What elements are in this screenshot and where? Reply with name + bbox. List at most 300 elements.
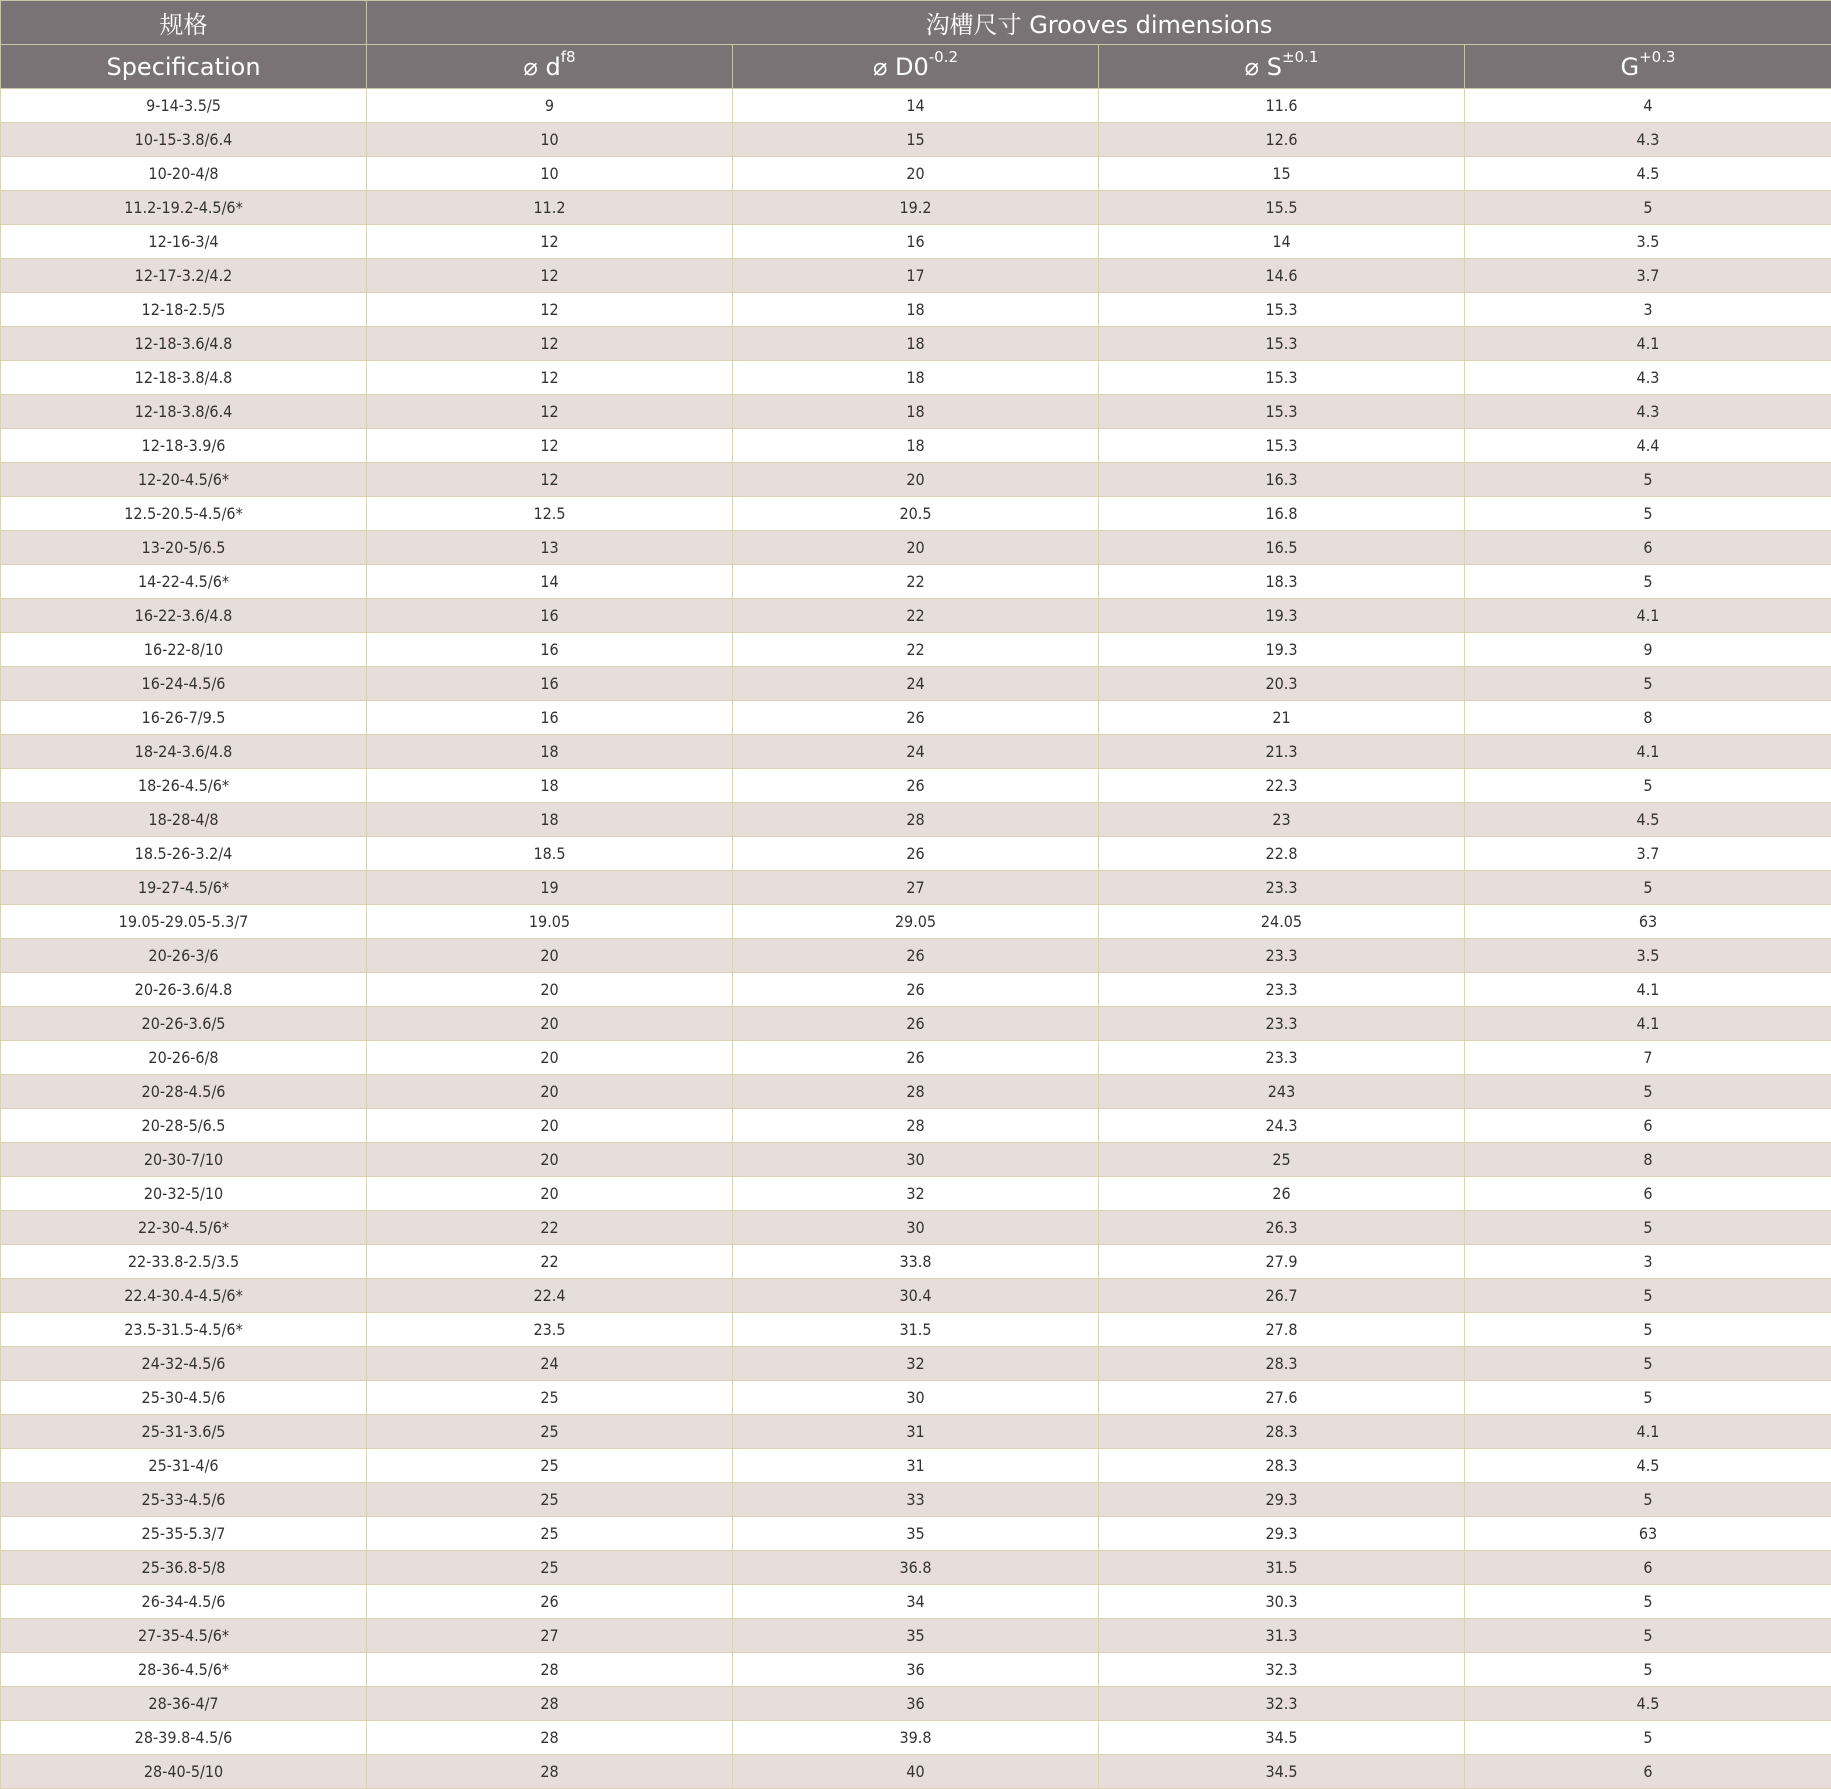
table-row <box>1 497 1831 531</box>
cell-specification: 24-32-4.5/6 <box>1 1347 367 1381</box>
cell-d0: 22 <box>733 633 1099 667</box>
table-row <box>1 1075 1831 1109</box>
cell-d: 20 <box>367 1007 733 1041</box>
cell-d0: 32 <box>733 1347 1099 1381</box>
cell-g: 4.5 <box>1465 1449 1831 1483</box>
cell-d0: 26 <box>733 939 1099 973</box>
cell-g: 5 <box>1465 1347 1831 1381</box>
cell-specification: 19-27-4.5/6* <box>1 871 367 905</box>
table-row <box>1 1109 1831 1143</box>
cell-g: 3 <box>1465 1245 1831 1279</box>
cell-s: 24.3 <box>1099 1109 1465 1143</box>
cell-d: 19 <box>367 871 733 905</box>
cell-specification: 16-22-3.6/4.8 <box>1 599 367 633</box>
cell-d: 20 <box>367 973 733 1007</box>
cell-s: 23.3 <box>1099 871 1465 905</box>
cell-d: 25 <box>367 1517 733 1551</box>
cell-d0: 26 <box>733 1007 1099 1041</box>
cell-s: 15.3 <box>1099 395 1465 429</box>
cell-g: 6 <box>1465 531 1831 565</box>
table-row <box>1 157 1831 191</box>
cell-s: 34.5 <box>1099 1721 1465 1755</box>
cell-d: 20 <box>367 1109 733 1143</box>
cell-d: 20 <box>367 939 733 973</box>
cell-g: 5 <box>1465 1211 1831 1245</box>
cell-d: 16 <box>367 667 733 701</box>
cell-d0: 18 <box>733 327 1099 361</box>
cell-g: 63 <box>1465 905 1831 939</box>
cell-s: 11.6 <box>1099 89 1465 123</box>
table-row <box>1 89 1831 123</box>
cell-s: 14.6 <box>1099 259 1465 293</box>
header-spec-cn: 规格 <box>1 1 367 45</box>
cell-specification: 20-30-7/10 <box>1 1143 367 1177</box>
cell-d: 13 <box>367 531 733 565</box>
cell-g: 4.1 <box>1465 735 1831 769</box>
cell-d0: 24 <box>733 735 1099 769</box>
cell-d0: 28 <box>733 803 1099 837</box>
table-row <box>1 361 1831 395</box>
cell-specification: 14-22-4.5/6* <box>1 565 367 599</box>
cell-s: 31.3 <box>1099 1619 1465 1653</box>
cell-g: 4.1 <box>1465 599 1831 633</box>
header-col-d0-symbol: ⌀ D0 <box>872 52 929 81</box>
cell-d0: 22 <box>733 599 1099 633</box>
cell-g: 3.5 <box>1465 225 1831 259</box>
cell-d0: 30 <box>733 1211 1099 1245</box>
cell-g: 4 <box>1465 89 1831 123</box>
header-col-d <box>367 45 733 89</box>
cell-d0: 18 <box>733 395 1099 429</box>
header-specification: Specification <box>1 45 367 89</box>
cell-specification: 23.5-31.5-4.5/6* <box>1 1313 367 1347</box>
cell-s: 27.6 <box>1099 1381 1465 1415</box>
cell-s: 30.3 <box>1099 1585 1465 1619</box>
cell-g: 5 <box>1465 1721 1831 1755</box>
cell-d: 18.5 <box>367 837 733 871</box>
cell-d: 25 <box>367 1551 733 1585</box>
cell-d: 18 <box>367 735 733 769</box>
cell-s: 16.8 <box>1099 497 1465 531</box>
table-row <box>1 667 1831 701</box>
cell-d: 25 <box>367 1483 733 1517</box>
cell-d0: 36.8 <box>733 1551 1099 1585</box>
cell-d0: 14 <box>733 89 1099 123</box>
cell-d0: 17 <box>733 259 1099 293</box>
cell-d0: 19.2 <box>733 191 1099 225</box>
table-row <box>1 463 1831 497</box>
header-col-s-tolerance: ±0.1 <box>1281 47 1319 66</box>
cell-g: 5 <box>1465 667 1831 701</box>
header-col-d0 <box>733 45 1099 89</box>
cell-d0: 30 <box>733 1381 1099 1415</box>
cell-d: 20 <box>367 1143 733 1177</box>
cell-g: 63 <box>1465 1517 1831 1551</box>
cell-specification: 13-20-5/6.5 <box>1 531 367 565</box>
cell-specification: 12-18-3.8/6.4 <box>1 395 367 429</box>
cell-d0: 20 <box>733 463 1099 497</box>
cell-s: 28.3 <box>1099 1415 1465 1449</box>
table-row <box>1 633 1831 667</box>
cell-d: 12 <box>367 225 733 259</box>
table-row <box>1 327 1831 361</box>
cell-g: 5 <box>1465 871 1831 905</box>
cell-d: 20 <box>367 1041 733 1075</box>
cell-d0: 31 <box>733 1449 1099 1483</box>
cell-d0: 30.4 <box>733 1279 1099 1313</box>
cell-s: 26 <box>1099 1177 1465 1211</box>
cell-g: 4.3 <box>1465 395 1831 429</box>
cell-specification: 20-28-4.5/6 <box>1 1075 367 1109</box>
cell-d0: 26 <box>733 701 1099 735</box>
cell-g: 6 <box>1465 1109 1831 1143</box>
cell-s: 19.3 <box>1099 599 1465 633</box>
cell-specification: 20-26-3.6/4.8 <box>1 973 367 1007</box>
cell-d0: 36 <box>733 1687 1099 1721</box>
cell-specification: 18-26-4.5/6* <box>1 769 367 803</box>
table-row <box>1 225 1831 259</box>
cell-g: 5 <box>1465 191 1831 225</box>
cell-specification: 22.4-30.4-4.5/6* <box>1 1279 367 1313</box>
cell-s: 19.3 <box>1099 633 1465 667</box>
cell-d0: 20 <box>733 157 1099 191</box>
cell-d: 18 <box>367 769 733 803</box>
cell-s: 15.3 <box>1099 293 1465 327</box>
cell-specification: 12-17-3.2/4.2 <box>1 259 367 293</box>
cell-s: 27.9 <box>1099 1245 1465 1279</box>
cell-g: 5 <box>1465 497 1831 531</box>
table-row <box>1 1687 1831 1721</box>
cell-d0: 26 <box>733 769 1099 803</box>
cell-s: 16.3 <box>1099 463 1465 497</box>
cell-d: 20 <box>367 1177 733 1211</box>
cell-d: 14 <box>367 565 733 599</box>
cell-d: 12 <box>367 327 733 361</box>
cell-d0: 35 <box>733 1619 1099 1653</box>
table-row <box>1 905 1831 939</box>
table-row <box>1 701 1831 735</box>
header-col-d-tolerance: f8 <box>560 47 576 66</box>
cell-g: 4.1 <box>1465 1007 1831 1041</box>
cell-d: 28 <box>367 1653 733 1687</box>
cell-g: 3.7 <box>1465 259 1831 293</box>
cell-g: 3.5 <box>1465 939 1831 973</box>
cell-g: 8 <box>1465 701 1831 735</box>
cell-s: 26.7 <box>1099 1279 1465 1313</box>
header-col-d0-tolerance: -0.2 <box>928 47 959 66</box>
table-row <box>1 1279 1831 1313</box>
cell-specification: 20-32-5/10 <box>1 1177 367 1211</box>
cell-d: 25 <box>367 1381 733 1415</box>
cell-s: 29.3 <box>1099 1483 1465 1517</box>
cell-s: 29.3 <box>1099 1517 1465 1551</box>
cell-d: 12 <box>367 293 733 327</box>
cell-d: 25 <box>367 1415 733 1449</box>
cell-s: 20.3 <box>1099 667 1465 701</box>
table-row <box>1 1381 1831 1415</box>
cell-specification: 16-22-8/10 <box>1 633 367 667</box>
cell-g: 4.3 <box>1465 361 1831 395</box>
cell-specification: 20-26-3/6 <box>1 939 367 973</box>
table-row <box>1 191 1831 225</box>
cell-specification: 19.05-29.05-5.3/7 <box>1 905 367 939</box>
cell-s: 26.3 <box>1099 1211 1465 1245</box>
cell-g: 5 <box>1465 1619 1831 1653</box>
cell-specification: 12-18-3.9/6 <box>1 429 367 463</box>
cell-specification: 28-39.8-4.5/6 <box>1 1721 367 1755</box>
table-row <box>1 735 1831 769</box>
cell-s: 22.8 <box>1099 837 1465 871</box>
cell-d0: 26 <box>733 837 1099 871</box>
cell-s: 23.3 <box>1099 1041 1465 1075</box>
cell-d: 10 <box>367 157 733 191</box>
cell-g: 4.5 <box>1465 803 1831 837</box>
table-row <box>1 973 1831 1007</box>
cell-specification: 10-15-3.8/6.4 <box>1 123 367 157</box>
table-row <box>1 599 1831 633</box>
cell-g: 5 <box>1465 1279 1831 1313</box>
cell-d0: 36 <box>733 1653 1099 1687</box>
cell-d: 26 <box>367 1585 733 1619</box>
cell-specification: 16-26-7/9.5 <box>1 701 367 735</box>
cell-specification: 25-33-4.5/6 <box>1 1483 367 1517</box>
cell-s: 21 <box>1099 701 1465 735</box>
header-row-secondary <box>1 45 1831 89</box>
cell-d0: 29.05 <box>733 905 1099 939</box>
cell-d0: 31 <box>733 1415 1099 1449</box>
cell-g: 5 <box>1465 1381 1831 1415</box>
cell-d: 12 <box>367 429 733 463</box>
cell-s: 23.3 <box>1099 939 1465 973</box>
cell-d0: 34 <box>733 1585 1099 1619</box>
cell-d0: 28 <box>733 1075 1099 1109</box>
table-row <box>1 1347 1831 1381</box>
cell-specification: 25-31-3.6/5 <box>1 1415 367 1449</box>
cell-d: 23.5 <box>367 1313 733 1347</box>
header-grooves-dimensions: 沟槽尺寸 Grooves dimensions <box>367 1 1831 45</box>
cell-d: 16 <box>367 701 733 735</box>
cell-s: 24.05 <box>1099 905 1465 939</box>
cell-d0: 28 <box>733 1109 1099 1143</box>
cell-s: 243 <box>1099 1075 1465 1109</box>
cell-d0: 18 <box>733 361 1099 395</box>
cell-d: 11.2 <box>367 191 733 225</box>
table-row <box>1 1177 1831 1211</box>
cell-s: 16.5 <box>1099 531 1465 565</box>
cell-g: 5 <box>1465 1483 1831 1517</box>
table-row <box>1 1755 1831 1789</box>
cell-specification: 25-36.8-5/8 <box>1 1551 367 1585</box>
cell-s: 28.3 <box>1099 1347 1465 1381</box>
cell-g: 8 <box>1465 1143 1831 1177</box>
cell-s: 18.3 <box>1099 565 1465 599</box>
cell-d0: 15 <box>733 123 1099 157</box>
cell-specification: 11.2-19.2-4.5/6* <box>1 191 367 225</box>
cell-d: 28 <box>367 1755 733 1789</box>
cell-specification: 18-28-4/8 <box>1 803 367 837</box>
cell-s: 34.5 <box>1099 1755 1465 1789</box>
cell-d: 19.05 <box>367 905 733 939</box>
table-row <box>1 837 1831 871</box>
cell-specification: 12-16-3/4 <box>1 225 367 259</box>
cell-d: 16 <box>367 599 733 633</box>
cell-d0: 16 <box>733 225 1099 259</box>
table-row <box>1 1041 1831 1075</box>
cell-d: 12 <box>367 463 733 497</box>
cell-d0: 24 <box>733 667 1099 701</box>
cell-s: 25 <box>1099 1143 1465 1177</box>
cell-d0: 20 <box>733 531 1099 565</box>
cell-g: 9 <box>1465 633 1831 667</box>
cell-g: 4.1 <box>1465 1415 1831 1449</box>
cell-d: 20 <box>367 1075 733 1109</box>
cell-d0: 22 <box>733 565 1099 599</box>
cell-d0: 30 <box>733 1143 1099 1177</box>
cell-s: 22.3 <box>1099 769 1465 803</box>
cell-g: 5 <box>1465 1313 1831 1347</box>
cell-d0: 31.5 <box>733 1313 1099 1347</box>
cell-s: 15.3 <box>1099 361 1465 395</box>
table-row <box>1 1721 1831 1755</box>
cell-specification: 10-20-4/8 <box>1 157 367 191</box>
table-row <box>1 259 1831 293</box>
table-row <box>1 123 1831 157</box>
cell-specification: 27-35-4.5/6* <box>1 1619 367 1653</box>
cell-d: 22 <box>367 1245 733 1279</box>
cell-g: 3 <box>1465 293 1831 327</box>
cell-g: 4.4 <box>1465 429 1831 463</box>
cell-specification: 16-24-4.5/6 <box>1 667 367 701</box>
table-row <box>1 769 1831 803</box>
cell-specification: 9-14-3.5/5 <box>1 89 367 123</box>
table-row <box>1 1449 1831 1483</box>
cell-d: 22 <box>367 1211 733 1245</box>
cell-d0: 18 <box>733 293 1099 327</box>
cell-specification: 28-40-5/10 <box>1 1755 367 1789</box>
table-row <box>1 1653 1831 1687</box>
cell-specification: 12.5-20.5-4.5/6* <box>1 497 367 531</box>
cell-s: 23.3 <box>1099 973 1465 1007</box>
cell-s: 15.5 <box>1099 191 1465 225</box>
cell-g: 3.7 <box>1465 837 1831 871</box>
table-row <box>1 1619 1831 1653</box>
cell-s: 15 <box>1099 157 1465 191</box>
header-col-s <box>1099 45 1465 89</box>
table-body <box>1 89 1831 1789</box>
cell-s: 23 <box>1099 803 1465 837</box>
table-row <box>1 1313 1831 1347</box>
cell-specification: 20-26-6/8 <box>1 1041 367 1075</box>
table-header <box>1 1 1831 89</box>
cell-specification: 25-30-4.5/6 <box>1 1381 367 1415</box>
header-col-g <box>1465 45 1831 89</box>
table-row <box>1 293 1831 327</box>
table-row <box>1 531 1831 565</box>
table-row <box>1 939 1831 973</box>
cell-d: 28 <box>367 1721 733 1755</box>
table-row <box>1 1585 1831 1619</box>
table-row <box>1 1245 1831 1279</box>
table-row <box>1 803 1831 837</box>
table-row <box>1 1551 1831 1585</box>
cell-g: 5 <box>1465 1653 1831 1687</box>
table-row <box>1 871 1831 905</box>
cell-specification: 18-24-3.6/4.8 <box>1 735 367 769</box>
cell-specification: 25-35-5.3/7 <box>1 1517 367 1551</box>
cell-specification: 26-34-4.5/6 <box>1 1585 367 1619</box>
cell-d: 27 <box>367 1619 733 1653</box>
cell-specification: 20-26-3.6/5 <box>1 1007 367 1041</box>
header-col-d-symbol: ⌀ d <box>523 52 561 81</box>
cell-g: 4.1 <box>1465 327 1831 361</box>
cell-d0: 39.8 <box>733 1721 1099 1755</box>
cell-d: 24 <box>367 1347 733 1381</box>
cell-g: 4.1 <box>1465 973 1831 1007</box>
cell-s: 32.3 <box>1099 1687 1465 1721</box>
cell-s: 27.8 <box>1099 1313 1465 1347</box>
table-row <box>1 1211 1831 1245</box>
cell-s: 21.3 <box>1099 735 1465 769</box>
table-row <box>1 565 1831 599</box>
cell-g: 4.3 <box>1465 123 1831 157</box>
cell-g: 7 <box>1465 1041 1831 1075</box>
cell-s: 31.5 <box>1099 1551 1465 1585</box>
cell-specification: 12-18-3.8/4.8 <box>1 361 367 395</box>
cell-g: 4.5 <box>1465 157 1831 191</box>
cell-d0: 40 <box>733 1755 1099 1789</box>
cell-s: 15.3 <box>1099 327 1465 361</box>
header-col-s-symbol: ⌀ S <box>1244 52 1282 81</box>
cell-g: 6 <box>1465 1551 1831 1585</box>
cell-specification: 12-20-4.5/6* <box>1 463 367 497</box>
table-row <box>1 1517 1831 1551</box>
cell-specification: 28-36-4.5/6* <box>1 1653 367 1687</box>
cell-g: 4.5 <box>1465 1687 1831 1721</box>
cell-specification: 12-18-3.6/4.8 <box>1 327 367 361</box>
cell-d: 12 <box>367 361 733 395</box>
cell-d0: 18 <box>733 429 1099 463</box>
cell-g: 5 <box>1465 565 1831 599</box>
cell-specification: 20-28-5/6.5 <box>1 1109 367 1143</box>
cell-d: 28 <box>367 1687 733 1721</box>
cell-specification: 18.5-26-3.2/4 <box>1 837 367 871</box>
cell-d0: 32 <box>733 1177 1099 1211</box>
cell-g: 6 <box>1465 1177 1831 1211</box>
cell-specification: 22-30-4.5/6* <box>1 1211 367 1245</box>
cell-s: 32.3 <box>1099 1653 1465 1687</box>
cell-specification: 12-18-2.5/5 <box>1 293 367 327</box>
cell-g: 5 <box>1465 769 1831 803</box>
cell-s: 14 <box>1099 225 1465 259</box>
cell-specification: 28-36-4/7 <box>1 1687 367 1721</box>
cell-d0: 26 <box>733 973 1099 1007</box>
cell-g: 5 <box>1465 463 1831 497</box>
table-row <box>1 395 1831 429</box>
cell-g: 5 <box>1465 1075 1831 1109</box>
cell-d0: 35 <box>733 1517 1099 1551</box>
cell-d0: 27 <box>733 871 1099 905</box>
header-col-g-symbol: G <box>1620 52 1640 81</box>
cell-d0: 26 <box>733 1041 1099 1075</box>
cell-d0: 33.8 <box>733 1245 1099 1279</box>
cell-d: 16 <box>367 633 733 667</box>
cell-d: 12.5 <box>367 497 733 531</box>
table-row <box>1 1415 1831 1449</box>
cell-g: 5 <box>1465 1585 1831 1619</box>
table-row <box>1 1483 1831 1517</box>
cell-s: 23.3 <box>1099 1007 1465 1041</box>
cell-s: 28.3 <box>1099 1449 1465 1483</box>
